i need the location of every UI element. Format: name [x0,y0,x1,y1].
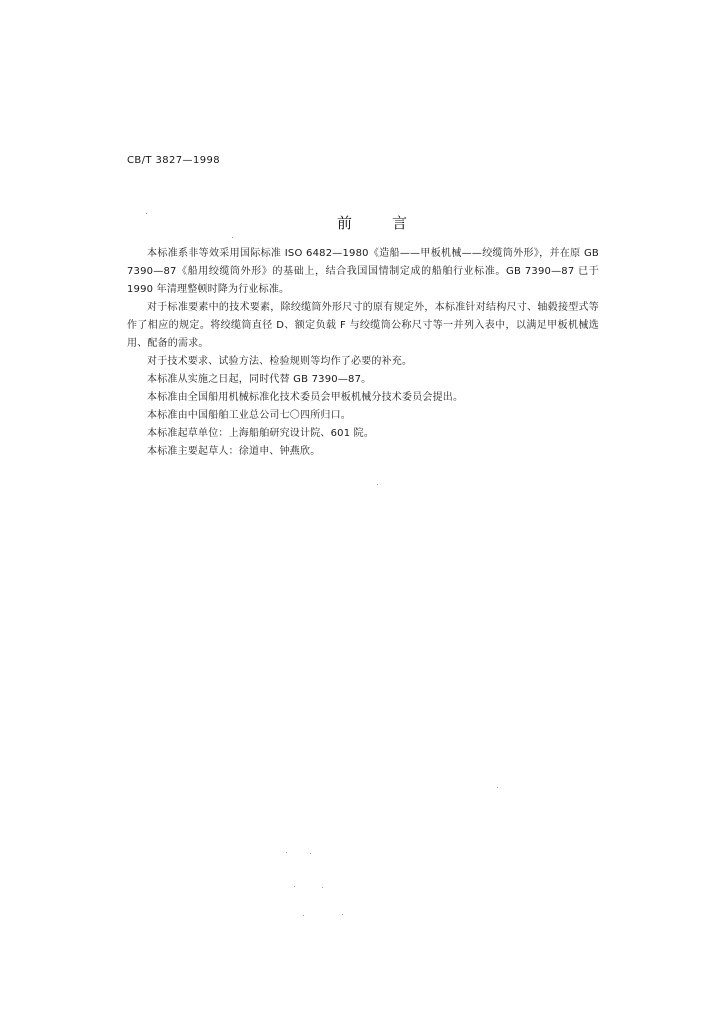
scan-speck [322,887,323,888]
scan-speck [294,886,295,887]
paragraph: 本标准主要起草人：徐道申、钟燕欣。 [147,446,321,457]
scan-speck [286,852,287,853]
scan-speck [342,914,343,915]
paragraph: 对于标准要素中的技术要素，除绞缆筒外形尺寸的原有规定外，本标准针对结构尺寸、轴毂接型式等作了相应的规定。将绞缆筒直径 D、额定负载 F 与绞缆筒公称尺寸等一并列入表中，以满足甲板机械选用、配备的需求。 [127,302,599,349]
paragraph: 本标准由全国船用机械标准化技术委员会甲板机械分技术委员会提出。 [147,392,464,403]
paragraph: 对于技术要求、试验方法、检验规则等均作了必要的补充。 [147,356,413,367]
scan-speck [310,853,311,854]
scan-speck [377,484,378,485]
scan-speck [232,237,233,238]
scan-speck [146,213,147,214]
document-code: CB/T 3827—1998 [127,155,220,166]
paragraph: 本标准从实施之日起，同时代替 GB 7390—87。 [147,374,372,385]
page-title: 前言 [336,214,447,232]
scan-speck [497,787,498,788]
scan-speck [303,915,304,916]
foreword-body [127,245,599,461]
paragraph: 本标准系非等效采用国际标准 ISO 6482—1980《造船——甲板机械——绞缆筒外形》，并在原 GB 7390—87《船用绞缆筒外形》的基础上，结合我国国情制定成的船舶行业标准。GB 7390—87 已于 1990 年清理整顿时降为行业标准。 [127,248,599,295]
paragraph: 本标准由中国船舶工业总公司七〇四所归口。 [147,410,351,421]
paragraph: 本标准起草单位：上海船舶研究设计院、601 院。 [147,428,375,439]
